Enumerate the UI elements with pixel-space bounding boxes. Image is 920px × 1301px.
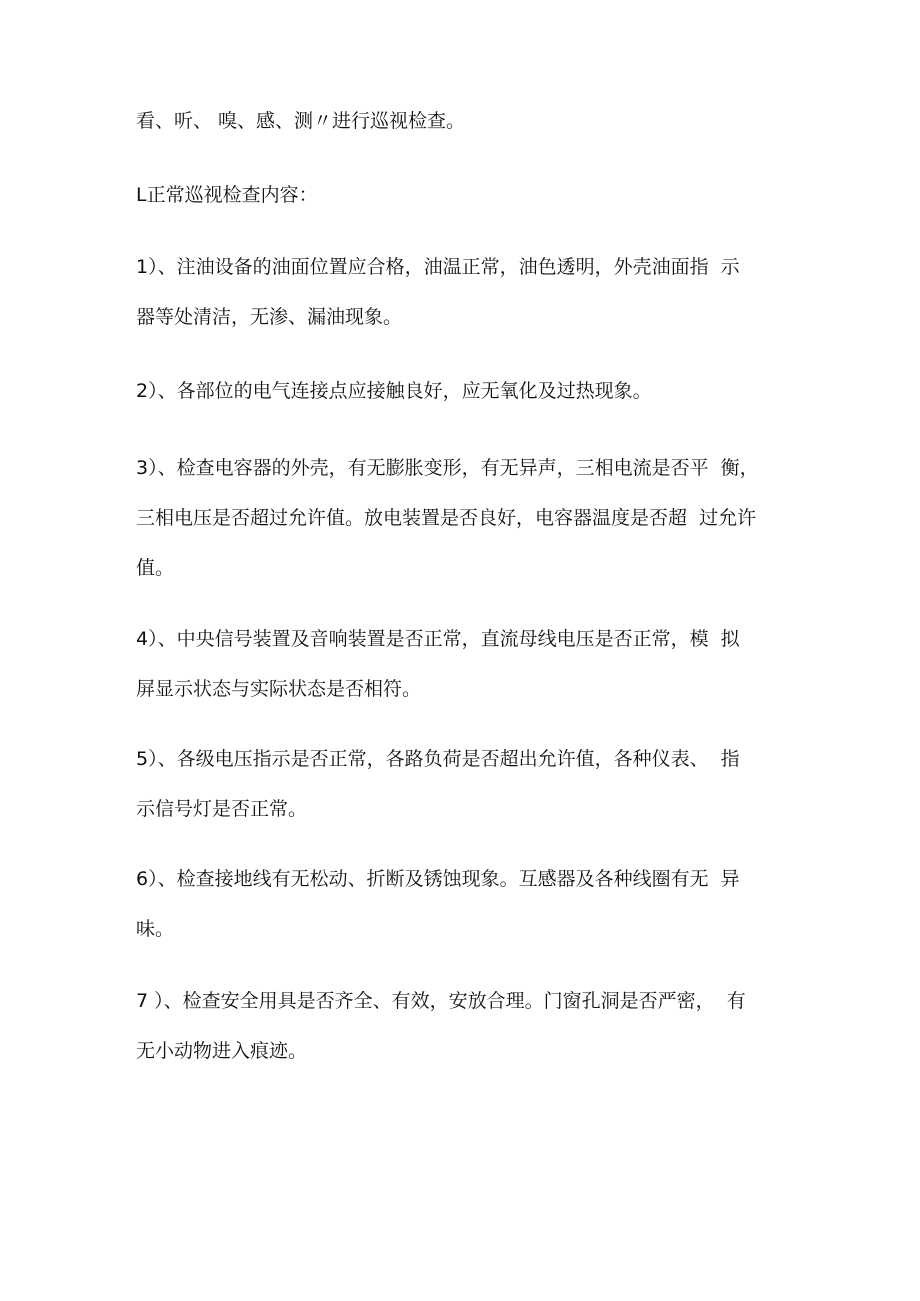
list-item-5 bbox=[136, 750, 826, 819]
list-item-line: 无小动物进入痕迹。 bbox=[136, 1040, 308, 1062]
list-item-line: 值。 bbox=[136, 557, 175, 579]
list-item-line: 示信号灯是否正常。 bbox=[136, 798, 308, 820]
intro-line: 看、听、 嗅、感、测〃进行巡视检查。 bbox=[136, 110, 466, 132]
list-item-1 bbox=[136, 258, 826, 327]
list-item-line: 味。 bbox=[136, 918, 175, 940]
section-heading bbox=[136, 186, 826, 205]
list-item-line: 7 ）、检查安全用具是否齐全、有效，安放合理。门窗孔洞是否严密， 有 bbox=[136, 990, 746, 1012]
list-item-line: 1）、注油设备的油面位置应合格，油温正常，油色透明，外壳油面指 示 bbox=[136, 256, 740, 278]
intro-paragraph bbox=[136, 112, 826, 131]
list-item-line: 屏显示状态与实际状态是否相符。 bbox=[136, 678, 422, 700]
list-item-line: 器等处清洁，无渗、漏油现象。 bbox=[136, 306, 403, 328]
list-item-line: 5）、各级电压指示是否正常，各路负荷是否超出允许值，各种仪表、 指 bbox=[136, 748, 740, 770]
list-item-line: 3）、检查电容器的外壳，有无膨胀变形，有无异声，三相电流是否平 衡， bbox=[136, 457, 759, 479]
list-item-4 bbox=[136, 630, 826, 699]
list-item-line: 三相电压是否超过允许值。放电装置是否良好，电容器温度是否超 过允许 bbox=[136, 507, 757, 529]
list-item-6 bbox=[136, 870, 826, 939]
list-item-3 bbox=[136, 459, 826, 578]
section-heading-text: L正常巡视检查内容： bbox=[136, 184, 318, 206]
list-item-2 bbox=[136, 382, 826, 401]
list-item-line: 4）、中央信号装置及音响装置是否正常，直流母线电压是否正常，模 拟 bbox=[136, 628, 740, 650]
list-item-line: 6）、检查接地线有无松动、折断及锈蚀现象。互感器及各种线圈有无 异 bbox=[136, 868, 740, 890]
list-item-line: 2）、各部位的电气连接点应接触良好，应无氧化及过热现象。 bbox=[136, 380, 652, 402]
list-item-7 bbox=[136, 992, 826, 1061]
